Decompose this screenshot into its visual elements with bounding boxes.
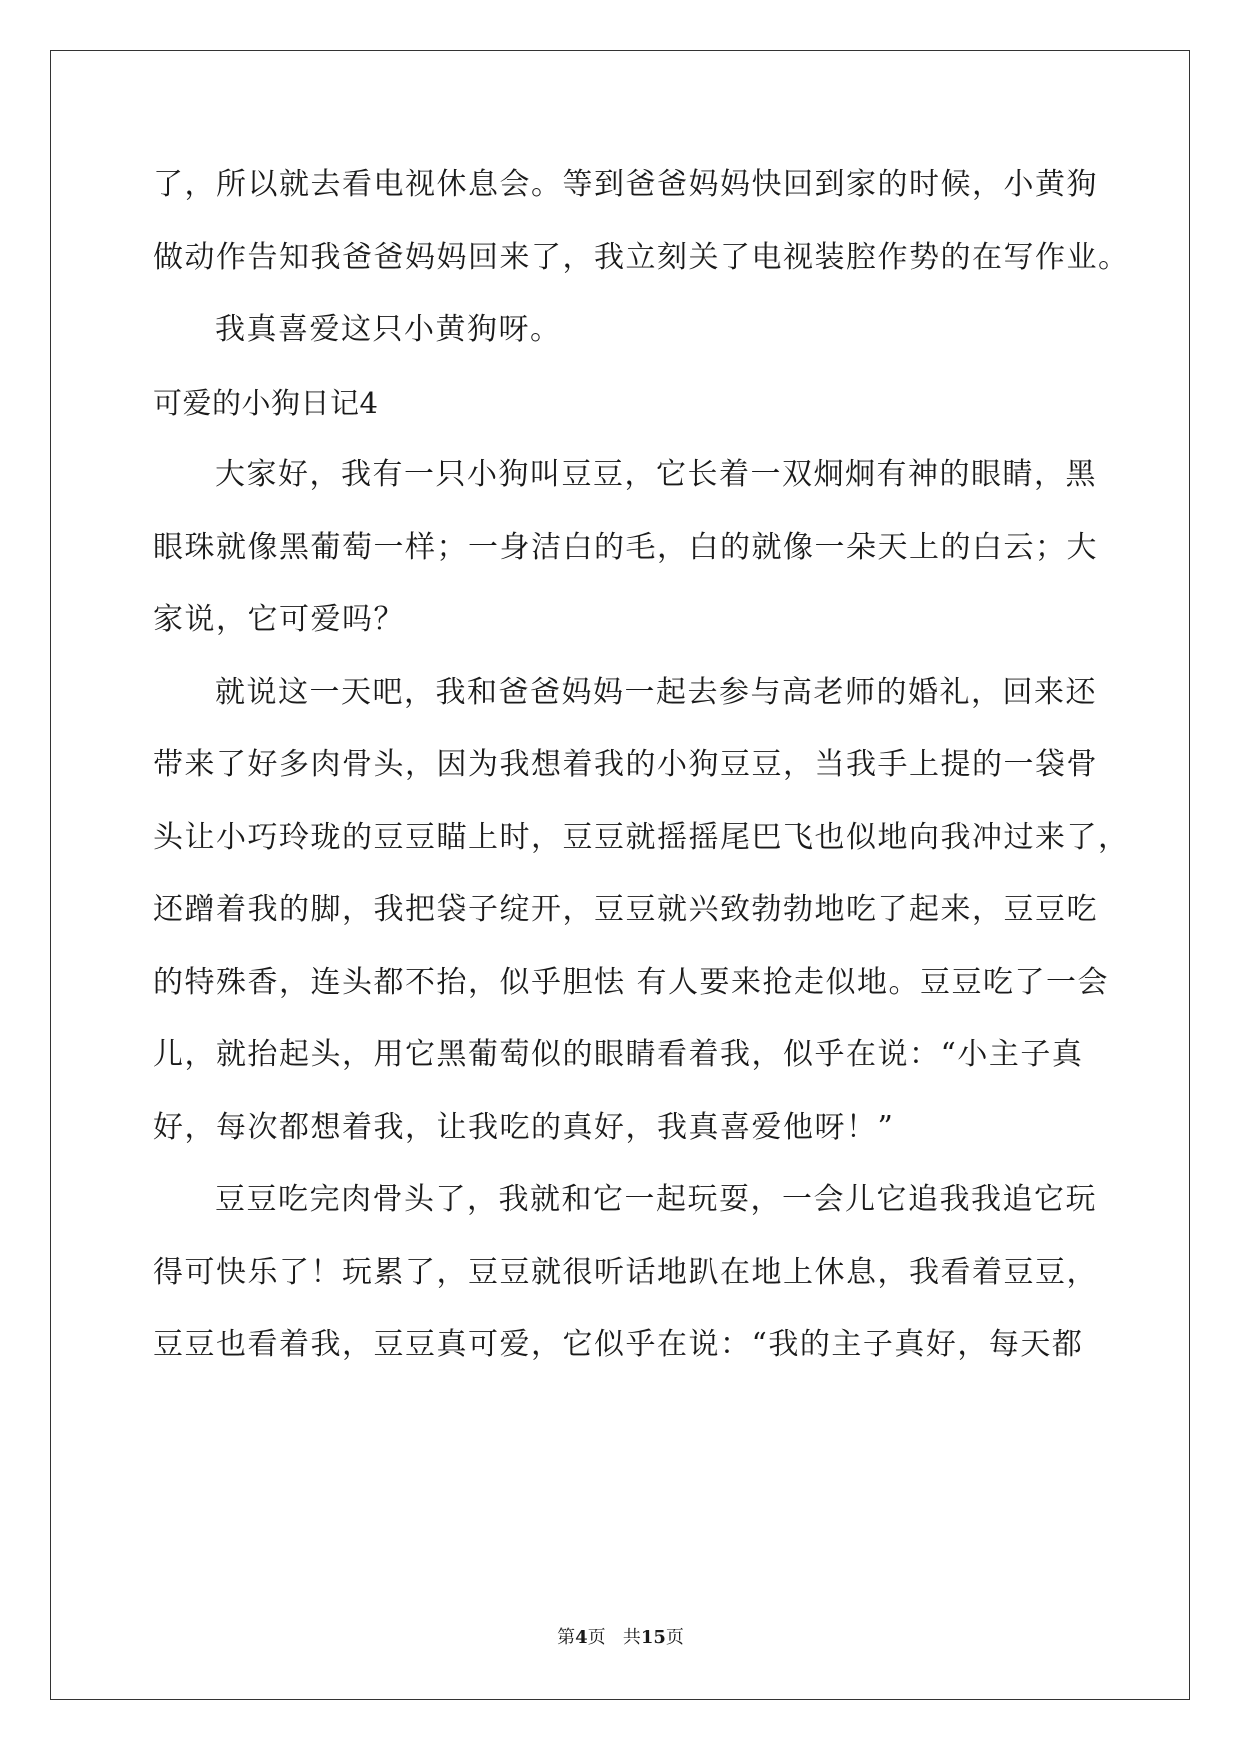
text-line: 豆豆也看着我，豆豆真可爱，它似乎在说：“我的主子真好，每天都 — [153, 1327, 1084, 1362]
page-number: 4 — [575, 1627, 588, 1648]
text-line: 带来了好多肉骨头，因为我想着我的小狗豆豆，当我手上提的一袋骨 — [153, 747, 1098, 782]
page-footer — [0, 1623, 1241, 1649]
text-line: 的特殊香，连头都不抬，似乎胆怯 有人要来抢走似地。豆豆吃了一会 — [153, 965, 1110, 1000]
text-line: 还蹭着我的脚，我把袋子绽开，豆豆就兴致勃勃地吃了起来，豆豆吃 — [153, 892, 1098, 927]
text-line: 做动作告知我爸爸妈妈回来了，我立刻关了电视装腔作势的在写作业。 — [153, 240, 1130, 275]
paragraph-line: 大家好，我有一只小狗叫豆豆，它长着一双炯炯有神的眼睛，黑 — [215, 457, 1097, 492]
footer-page-unit: 页 — [587, 1627, 606, 1648]
footer-prefix: 第 — [557, 1627, 576, 1648]
footer-total-prefix: 共 — [622, 1627, 641, 1648]
paragraph-line: 就说这一天吧，我和爸爸妈妈一起去参与高老师的婚礼，回来还 — [215, 675, 1097, 710]
text-line: 头让小巧玲珑的豆豆瞄上时，豆豆就摇摇尾巴飞也似地向我冲过来了， — [153, 820, 1130, 855]
footer-total-unit: 页 — [665, 1627, 684, 1648]
text-line: 得可快乐了！玩累了，豆豆就很听话地趴在地上休息，我看着豆豆， — [153, 1255, 1098, 1290]
section-heading: 可爱的小狗日记4 — [153, 386, 379, 420]
text-line: 好，每次都想着我，让我吃的真好，我真喜爱他呀！” — [153, 1110, 895, 1145]
text-line: 家说，它可爱吗？ — [153, 602, 405, 637]
page-frame — [50, 50, 1190, 1700]
text-line: 了，所以就去看电视休息会。等到爸爸妈妈快回到家的时候，小黄狗 — [153, 167, 1098, 202]
total-pages: 15 — [640, 1627, 666, 1648]
text-line: 眼珠就像黑葡萄一样；一身洁白的毛，白的就像一朵天上的白云；大 — [153, 530, 1098, 565]
paragraph-line: 我真喜爱这只小黄狗呀。 — [215, 312, 562, 347]
text-line: 儿，就抬起头，用它黑葡萄似的眼睛看着我，似乎在说：“小主子真 — [153, 1037, 1084, 1072]
paragraph-line: 豆豆吃完肉骨头了，我就和它一起玩耍，一会儿它追我我追它玩 — [215, 1182, 1097, 1217]
